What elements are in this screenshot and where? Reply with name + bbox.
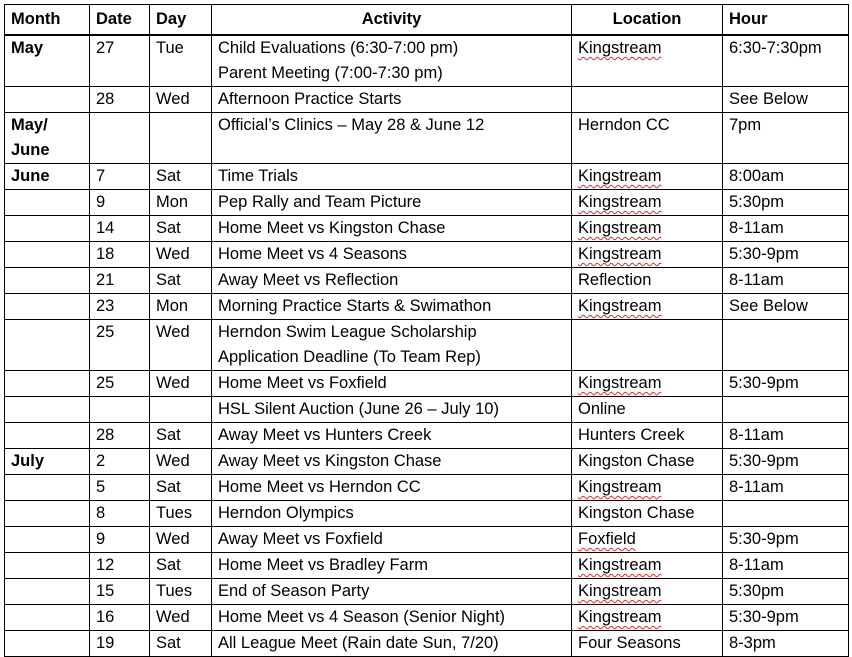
date-cell: 14 xyxy=(90,216,150,242)
day-cell: Mon xyxy=(150,190,212,216)
date-cell: 15 xyxy=(90,579,150,605)
hour-cell: 5:30-9pm xyxy=(723,242,849,268)
month-cell xyxy=(5,268,90,294)
hour-cell: 5:30-9pm xyxy=(723,527,849,553)
hour-cell: 5:30-9pm xyxy=(723,605,849,631)
table-row xyxy=(5,268,849,294)
activity-cell: Home Meet vs 4 Seasons xyxy=(212,242,572,268)
location-cell xyxy=(572,579,723,605)
location-cell: Herndon CC xyxy=(572,113,723,164)
day-cell xyxy=(150,397,212,423)
month-cell: May xyxy=(5,35,90,87)
activity-cell: Time Trials xyxy=(212,164,572,190)
location-cell: Online xyxy=(572,397,723,423)
day-cell: Mon xyxy=(150,294,212,320)
table-row xyxy=(5,501,849,527)
activity-cell: Herndon Olympics xyxy=(212,501,572,527)
header-location: Location xyxy=(572,5,723,36)
location-cell xyxy=(572,527,723,553)
location-text: Kingstream xyxy=(578,297,662,315)
month-cell xyxy=(5,527,90,553)
location-cell xyxy=(572,87,723,113)
month-cell xyxy=(5,113,90,164)
hour-cell: 8-11am xyxy=(723,216,849,242)
month-cell: July xyxy=(5,449,90,475)
hour-cell: 8-11am xyxy=(723,423,849,449)
month-cell xyxy=(5,87,90,113)
hour-cell: See Below xyxy=(723,87,849,113)
hour-cell: 5:30pm xyxy=(723,190,849,216)
day-cell: Sat xyxy=(150,164,212,190)
location-text: Kingstream xyxy=(578,193,662,211)
table-row xyxy=(5,371,849,397)
activity-cell: Home Meet vs Bradley Farm xyxy=(212,553,572,579)
day-cell: Wed xyxy=(150,371,212,397)
activity-line: Child Evaluations (6:30-7:00 pm) xyxy=(218,39,459,57)
activity-cell: Pep Rally and Team Picture xyxy=(212,190,572,216)
day-cell: Tues xyxy=(150,501,212,527)
location-cell xyxy=(572,216,723,242)
day-cell: Tues xyxy=(150,579,212,605)
activity-cell: Away Meet vs Hunters Creek xyxy=(212,423,572,449)
date-cell: 27 xyxy=(90,35,150,87)
date-cell: 21 xyxy=(90,268,150,294)
location-text: Kingstream xyxy=(578,39,662,57)
month-cell xyxy=(5,320,90,371)
activity-cell: HSL Silent Auction (June 26 – July 10) xyxy=(212,397,572,423)
hour-cell: 6:30-7:30pm xyxy=(723,35,849,87)
table-row xyxy=(5,294,849,320)
table-row xyxy=(5,87,849,113)
location-cell xyxy=(572,371,723,397)
hour-cell xyxy=(723,501,849,527)
hour-cell xyxy=(723,397,849,423)
day-cell: Sat xyxy=(150,423,212,449)
activity-cell: Morning Practice Starts & Swimathon xyxy=(212,294,572,320)
table-row xyxy=(5,216,849,242)
date-cell: 23 xyxy=(90,294,150,320)
location-text: Kingstream xyxy=(578,245,662,263)
table-row xyxy=(5,190,849,216)
location-cell: Four Seasons xyxy=(572,631,723,657)
activity-cell: End of Season Party xyxy=(212,579,572,605)
date-cell: 28 xyxy=(90,87,150,113)
day-cell: Wed xyxy=(150,605,212,631)
month-cell xyxy=(5,553,90,579)
table-row xyxy=(5,164,849,190)
location-text: Kingstream xyxy=(578,556,662,574)
table-row xyxy=(5,553,849,579)
location-cell xyxy=(572,242,723,268)
location-cell xyxy=(572,164,723,190)
day-cell: Wed xyxy=(150,87,212,113)
header-month: Month xyxy=(5,5,90,36)
day-cell: Wed xyxy=(150,527,212,553)
location-text: Kingstream xyxy=(578,608,662,626)
location-cell xyxy=(572,190,723,216)
date-cell: 9 xyxy=(90,190,150,216)
month-cell xyxy=(5,423,90,449)
activity-cell: Official’s Clinics – May 28 & June 12 xyxy=(212,113,572,164)
hour-cell: 8-11am xyxy=(723,553,849,579)
hour-cell: 8-11am xyxy=(723,268,849,294)
date-cell xyxy=(90,397,150,423)
activity-cell: Away Meet vs Kingston Chase xyxy=(212,449,572,475)
month-cell xyxy=(5,294,90,320)
location-text: Kingstream xyxy=(578,374,662,392)
header-row xyxy=(5,5,849,36)
table-row xyxy=(5,397,849,423)
date-cell: 25 xyxy=(90,320,150,371)
activity-cell: Home Meet vs 4 Season (Senior Night) xyxy=(212,605,572,631)
month-cell xyxy=(5,579,90,605)
activity-line: Parent Meeting (7:00-7:30 pm) xyxy=(218,64,443,82)
month-cell xyxy=(5,242,90,268)
table-row xyxy=(5,449,849,475)
table-row xyxy=(5,423,849,449)
header-activity: Activity xyxy=(212,5,572,36)
hour-cell: 7pm xyxy=(723,113,849,164)
month-cell xyxy=(5,631,90,657)
date-cell: 16 xyxy=(90,605,150,631)
date-cell: 9 xyxy=(90,527,150,553)
table-row xyxy=(5,113,849,164)
activity-cell: Home Meet vs Kingston Chase xyxy=(212,216,572,242)
location-text: Kingstream xyxy=(578,478,662,496)
date-cell: 8 xyxy=(90,501,150,527)
activity-cell xyxy=(212,35,572,87)
activity-cell: Home Meet vs Herndon CC xyxy=(212,475,572,501)
date-cell: 7 xyxy=(90,164,150,190)
location-cell xyxy=(572,553,723,579)
day-cell: Wed xyxy=(150,242,212,268)
location-text: Kingstream xyxy=(578,582,662,600)
location-text: Kingstream xyxy=(578,219,662,237)
date-cell: 12 xyxy=(90,553,150,579)
table-row xyxy=(5,35,849,87)
month-line: May/ xyxy=(11,116,48,134)
location-cell xyxy=(572,320,723,371)
date-cell: 19 xyxy=(90,631,150,657)
month-cell xyxy=(5,190,90,216)
date-cell: 18 xyxy=(90,242,150,268)
activity-line: Herndon Swim League Scholarship xyxy=(218,323,477,341)
date-cell: 2 xyxy=(90,449,150,475)
hour-cell: 5:30-9pm xyxy=(723,449,849,475)
hour-cell: 8-11am xyxy=(723,475,849,501)
location-cell: Reflection xyxy=(572,268,723,294)
table-row xyxy=(5,605,849,631)
hour-cell: See Below xyxy=(723,294,849,320)
location-cell: Kingston Chase xyxy=(572,501,723,527)
table-row xyxy=(5,475,849,501)
header-hour: Hour xyxy=(723,5,849,36)
day-cell: Sat xyxy=(150,268,212,294)
activity-cell: All League Meet (Rain date Sun, 7/20) xyxy=(212,631,572,657)
hour-cell xyxy=(723,320,849,371)
table-row xyxy=(5,320,849,371)
header-day: Day xyxy=(150,5,212,36)
location-cell xyxy=(572,294,723,320)
activity-cell xyxy=(212,320,572,371)
table-row xyxy=(5,579,849,605)
date-cell: 25 xyxy=(90,371,150,397)
location-text: Foxfield xyxy=(578,530,636,548)
table-row xyxy=(5,631,849,657)
month-line: June xyxy=(11,141,50,159)
header-date: Date xyxy=(90,5,150,36)
activity-cell: Home Meet vs Foxfield xyxy=(212,371,572,397)
day-cell xyxy=(150,113,212,164)
month-cell: June xyxy=(5,164,90,190)
date-cell xyxy=(90,113,150,164)
activity-cell: Afternoon Practice Starts xyxy=(212,87,572,113)
hour-cell: 5:30pm xyxy=(723,579,849,605)
date-cell: 28 xyxy=(90,423,150,449)
activity-cell: Away Meet vs Reflection xyxy=(212,268,572,294)
location-cell xyxy=(572,35,723,87)
day-cell: Tue xyxy=(150,35,212,87)
location-cell: Kingston Chase xyxy=(572,449,723,475)
location-cell: Hunters Creek xyxy=(572,423,723,449)
month-cell xyxy=(5,605,90,631)
day-cell: Wed xyxy=(150,320,212,371)
hour-cell: 8-3pm xyxy=(723,631,849,657)
location-cell xyxy=(572,605,723,631)
schedule-table xyxy=(4,4,849,657)
day-cell: Sat xyxy=(150,216,212,242)
hour-cell: 8:00am xyxy=(723,164,849,190)
day-cell: Sat xyxy=(150,475,212,501)
table-row xyxy=(5,242,849,268)
date-cell: 5 xyxy=(90,475,150,501)
location-cell xyxy=(572,475,723,501)
month-cell xyxy=(5,216,90,242)
month-cell xyxy=(5,371,90,397)
activity-line: Application Deadline (To Team Rep) xyxy=(218,348,481,366)
month-cell xyxy=(5,397,90,423)
month-cell xyxy=(5,501,90,527)
day-cell: Wed xyxy=(150,449,212,475)
day-cell: Sat xyxy=(150,553,212,579)
day-cell: Sat xyxy=(150,631,212,657)
location-text: Kingstream xyxy=(578,167,662,185)
activity-cell: Away Meet vs Foxfield xyxy=(212,527,572,553)
table-row xyxy=(5,527,849,553)
hour-cell: 5:30-9pm xyxy=(723,371,849,397)
month-cell xyxy=(5,475,90,501)
